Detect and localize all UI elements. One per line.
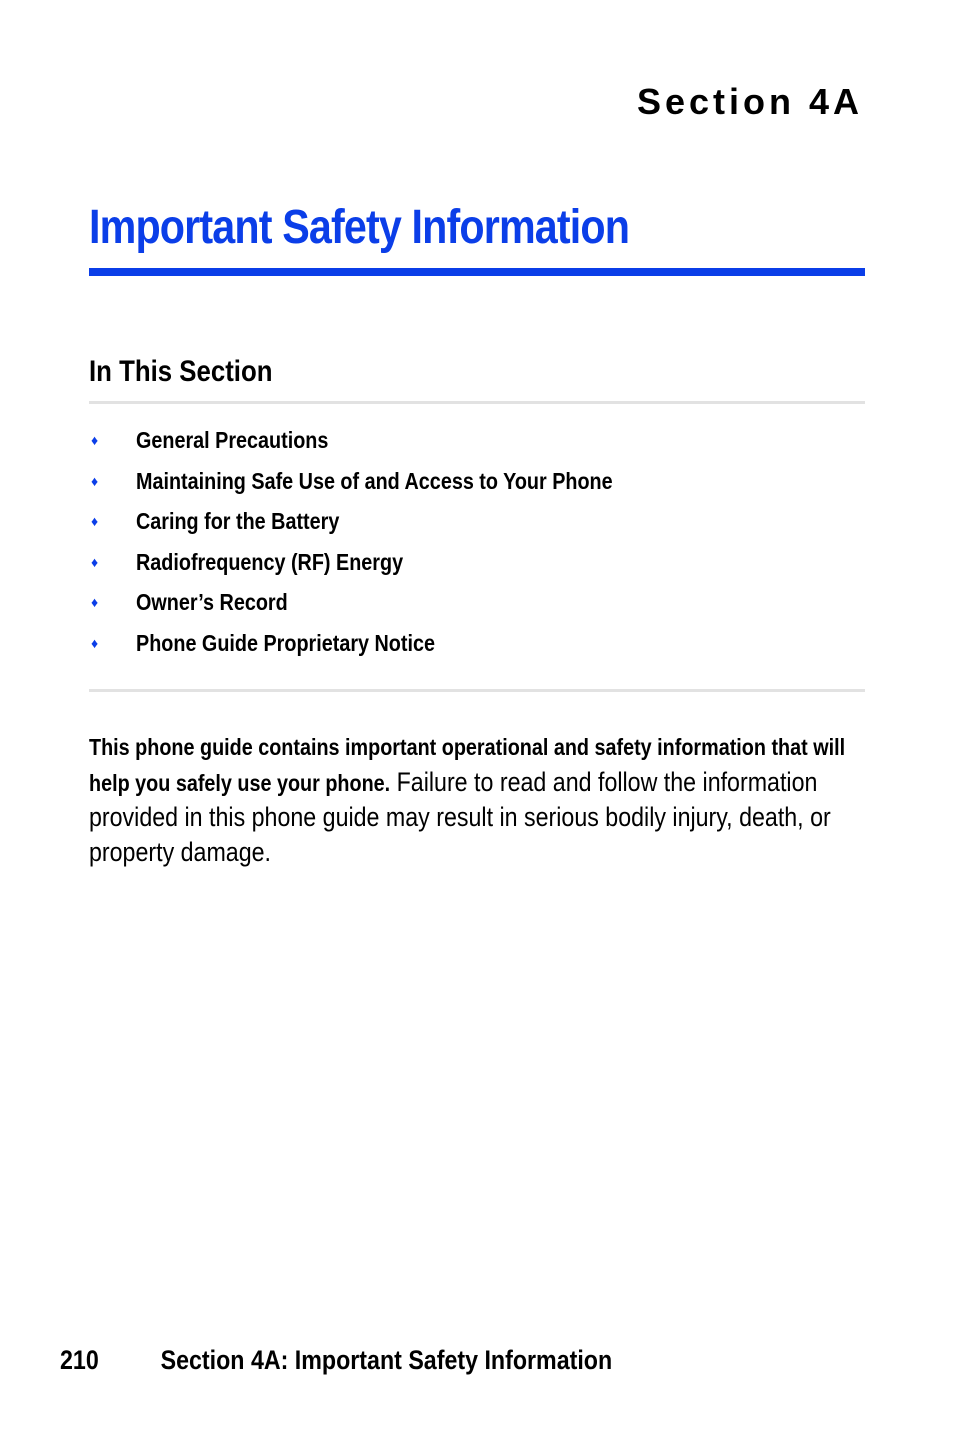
page-title: Important Safety Information [89,201,630,254]
list-item [89,582,865,623]
diamond-bullet-icon: ♦ [91,594,99,611]
list-item-label: General Precautions [136,427,329,454]
diamond-bullet-icon: ♦ [91,432,99,449]
page-number: 210 [60,1345,99,1375]
section-label: Section 4A [636,81,863,122]
section-top-divider [89,401,865,404]
list-item [89,623,865,664]
diamond-bullet-icon: ♦ [91,472,99,489]
in-this-section-heading: In This Section [89,355,273,388]
list-item-label: Phone Guide Proprietary Notice [136,629,435,656]
list-item [89,461,865,502]
list-item-label: Maintaining Safe Use of and Access to Your Phone [136,467,613,494]
intro-bold-text: This phone guide contains important operational and safety information that will help you safely use your phone. [89,734,846,796]
section-contents-list [89,420,865,663]
list-item [89,501,865,542]
title-underline [89,268,865,276]
diamond-bullet-icon: ♦ [91,513,99,530]
list-item [89,542,865,583]
intro-paragraph [89,729,846,869]
page-footer [60,1342,612,1378]
list-item-label: Owner’s Record [136,589,288,616]
diamond-bullet-icon: ♦ [91,634,99,651]
section-bottom-divider [89,689,865,692]
diamond-bullet-icon: ♦ [91,553,99,570]
list-item-label: Radiofrequency (RF) Energy [136,548,404,575]
intro-regular-text: Failure to read and follow the information provided in this phone guide may result in serious bodily injury, death, or property damage. [89,766,831,867]
running-title: Section 4A: Important Safety Information [160,1345,613,1375]
list-item [89,420,865,461]
list-item-label: Caring for the Battery [136,508,340,535]
